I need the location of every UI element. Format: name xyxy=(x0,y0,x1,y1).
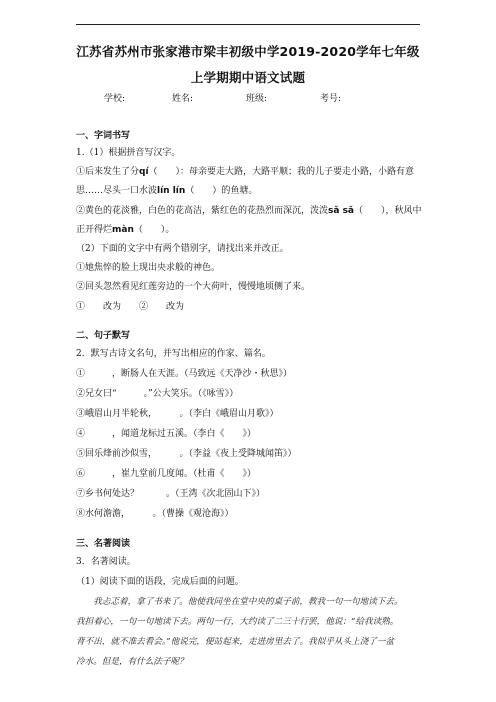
typo-sentence-1: ①她焦悴的脸上现出央求般的神色。 xyxy=(76,263,221,273)
para-1-line1: ①后来发生了分qí（ ）：母亲要走大路，大路平顺；我的儿子要走小路，小路有意 xyxy=(76,167,415,177)
poem-line-4: ④ ，闻道龙标过五溪。（李白《 》） xyxy=(76,429,257,439)
pinyin-qi: qí xyxy=(139,167,149,177)
section3-heading: 三、名著阅读 xyxy=(76,539,131,549)
para-1-line2: 思……尽头一口水波lín lín（ ）的鱼塘。 xyxy=(76,186,258,196)
question-2: 2．默写古诗文名句，并写出相应的作家、篇名。 xyxy=(76,349,271,359)
name-label: 姓名: xyxy=(172,94,194,104)
school-label: 学校: xyxy=(104,94,126,104)
question-3-1: （1）阅读下面的语段，完成后面的问题。 xyxy=(76,577,244,587)
passage-line-2: 我担着心，一句一句地读下去。两句一行，大约读了二三十行罢，他说：“给我读熟。 xyxy=(76,617,399,627)
page-title-line1: 江苏省苏州市张家港市梁丰初级中学2019-2020学年七年级 xyxy=(76,44,420,59)
question-1-1: 1.（1）根据拼音写汉字。 xyxy=(76,148,181,158)
poem-line-1: ① ，断肠人在天涯。（马致远《天净沙・秋思》） xyxy=(76,369,293,379)
passage-line-4: 冷水。但是，有什么法子呢？ xyxy=(76,657,188,667)
section2-heading: 二、句子默写 xyxy=(76,331,131,341)
poem-line-8: ⑧水何澹澹， 。（曹操《观沧海》） xyxy=(76,509,234,519)
typo-sentence-2: ②回头忽然看见红莲旁边的一个大荷叶，慢慢地顷侧了来。 xyxy=(76,282,311,292)
para-2-line2: 正开得烂màn（ ）。 xyxy=(76,225,175,235)
poem-line-5: ⑤回乐烽前沙似雪， 。（李益《夜上受降城闻笛》） xyxy=(76,449,297,459)
para-2-line1: ②黄色的花淡雅，白色的花高洁，紫红色的花热烈而深沉，泼泼sǎ sǎ（ ），秋风中 xyxy=(76,206,422,216)
question-3: 3．名著阅读。 xyxy=(76,557,136,567)
poem-line-3: ③峨眉山月半轮秋， 。（李白《峨眉山月歌》） xyxy=(76,409,279,419)
poem-line-7: ⑦乡书何处达？ 。（王湾《次北固山下》） xyxy=(76,489,266,499)
class-label: 班级: xyxy=(246,94,268,104)
page-title-line2: 上学期期中语文试题 xyxy=(190,70,306,85)
poem-line-6: ⑥ ，崔九堂前几度闻。（杜甫《 》） xyxy=(76,469,257,479)
top-rule xyxy=(76,24,420,25)
passage-line-3: 背不出，就不准去看会。”他说完，便站起来，走进房里去了。我似乎从头上浇了一盆 xyxy=(76,637,395,647)
exam-number-label: 考号: xyxy=(320,94,342,104)
pinyin-sasa: sǎ sǎ xyxy=(328,206,355,216)
question-1-2: （2）下面的文字中有两个错别字，请找出来并改正。 xyxy=(76,244,289,254)
passage-line-1: 我忐忑着，拿了书来了。他使我同坐在堂中央的桌子前，教我一句一句地读下去。 xyxy=(76,597,403,607)
pinyin-man: màn xyxy=(112,225,134,235)
section1-heading: 一、字词书写 xyxy=(76,131,131,141)
typo-fix-line: ① 改为 ② 改为 xyxy=(76,302,185,312)
pinyin-linlin: lín lín xyxy=(157,186,186,196)
poem-line-2: ②兄女曰“ 。”公大笑乐。（《咏雪》） xyxy=(76,389,239,399)
